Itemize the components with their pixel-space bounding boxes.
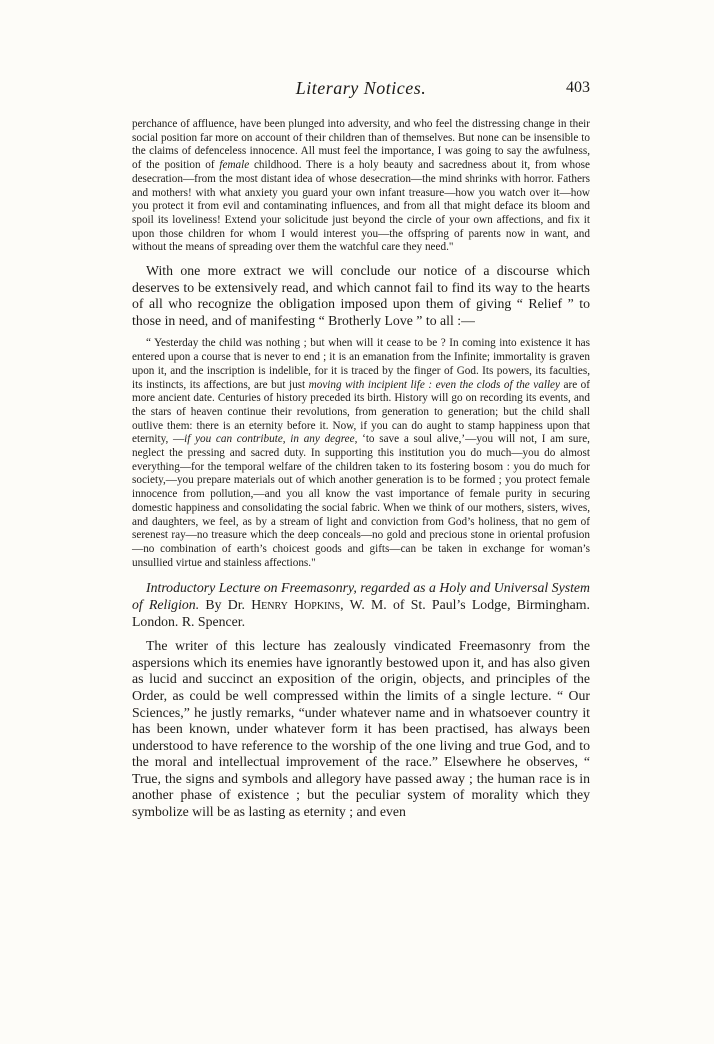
- extract-quotation: “ Yesterday the child was nothing ; but when will it cease to be ? In coming into existence it has entered upon a course that is never to end ; it is an emanation from the Infinite; immortality is graven upon it, and the inscription is indelible, for it is traced by the finger of God. Its powers, its faculties, its instincts, its affections, are but just moving with incipient life : even the clods of the valley are of more ancient date. Centuries of history preceded its birth. History will go on recording its events, and the stars of heaven continue their revolutions, from generation to generation; but the child shall outlive them: there is an eternity before it. Now, if you can do aught to stamp happiness upon that eternity, —if you can contribute, in any degree, ‘to save a soul alive,’—you will not, I am sure, neglect the pressing and sacred duty. In supporting this institution you do much—you do almost everything—for the temporal welfare of the children taken to its fostering bosom : you do much for society,—you prepare materials out of which another generation is to be formed ; you protect female innocence from pollution,—and you all know the vast importance of female purity in securing domestic happiness and consolidating the social fabric. When we think of our mothers, sisters, wives, and daughters, we feel, as by a stream of light and conviction from God’s holiness, that no gem of serenest ray—no treasure which the deep conceals—no gold and precious stone in oriental profusion—no combination of earth’s choicest goods and gifts—can be taken in exchange for woman’s unsullied virtue and stainless affections.": [132, 337, 590, 569]
- emphasis: female: [219, 159, 250, 172]
- review-paragraph: The writer of this lecture has zealously vindicated Freemasonry from the aspersions which its enemies have ignorantly bestowed upon it, and has also given as lucid and succinct an exposition of the origin, objects, and principles of the Order, as could be well compressed within the limits of a single lecture. “ Our Sciences,” he justly remarks, “under whatever name and in whatsoever country it has been known, under whatever form it has been practised, has always been understood to have reference to the worship of the one living and true God, and to the moral and intellectual improvement of the race.” Elsewhere he observes, “ True, the signs and symbols and allegory have passed away ; the human race is in another phase of existence ; but the peculiar system of morality which they symbolize will be as lasting as eternity ; and even: [132, 638, 590, 820]
- page-body: [132, 118, 590, 821]
- review-heading: Introductory Lecture on Freemasonry, regarded as a Holy and Universal System of Religion. By Dr. Henry Hopkins, W. M. of St. Paul’s Lodge, Birmingham. London. R. Spencer.: [132, 580, 590, 629]
- editorial-paragraph: With one more extract we will conclude our notice of a discourse which deserves to be extensively read, and which cannot fail to find its way to the hearts of all who recognize the obligation imposed upon them of giving “ Relief ” to those in need, and of manifesting “ Brotherly Love ” to all :—: [132, 263, 590, 328]
- emphasis: moving with incipient life : even the clods of the valley: [308, 378, 560, 391]
- page-number: 403: [566, 79, 590, 96]
- quotation-continued: perchance of affluence, have been plunged into adversity, and who feel the distressing change in their social position far more on account of their children than of themselves. But none can be insensible to the claims of defenceless innocence. All must feel the importance, I was going to say the awfulness, of the position of female childhood. There is a holy beauty and sacredness about it, from whose desecration—from the most distant idea of whose desecration—the mind shrinks with horror. Fathers and mothers! with what anxiety you guard your own infant treasure—how you watch over it—how you protect it from evil and contaminating influences, and from all that might deface its bloom and spoil its loveliness! Extend your solicitude just beyond the circle of your own affections, and fix it upon those children for whom I would interest you—the offspring of parents now in want, and without the means of spreading over them the watchful care they need.": [132, 118, 590, 254]
- page-header: [132, 76, 590, 102]
- emphasis: if you can contribute, in any degree,: [184, 433, 358, 446]
- author-name: Henry Hopkins: [251, 596, 341, 612]
- running-title: Literary Notices.: [295, 78, 427, 98]
- book-title: Introductory Lecture on Freemasonry, regarded as a Holy and Universal System of Religion.: [132, 580, 590, 612]
